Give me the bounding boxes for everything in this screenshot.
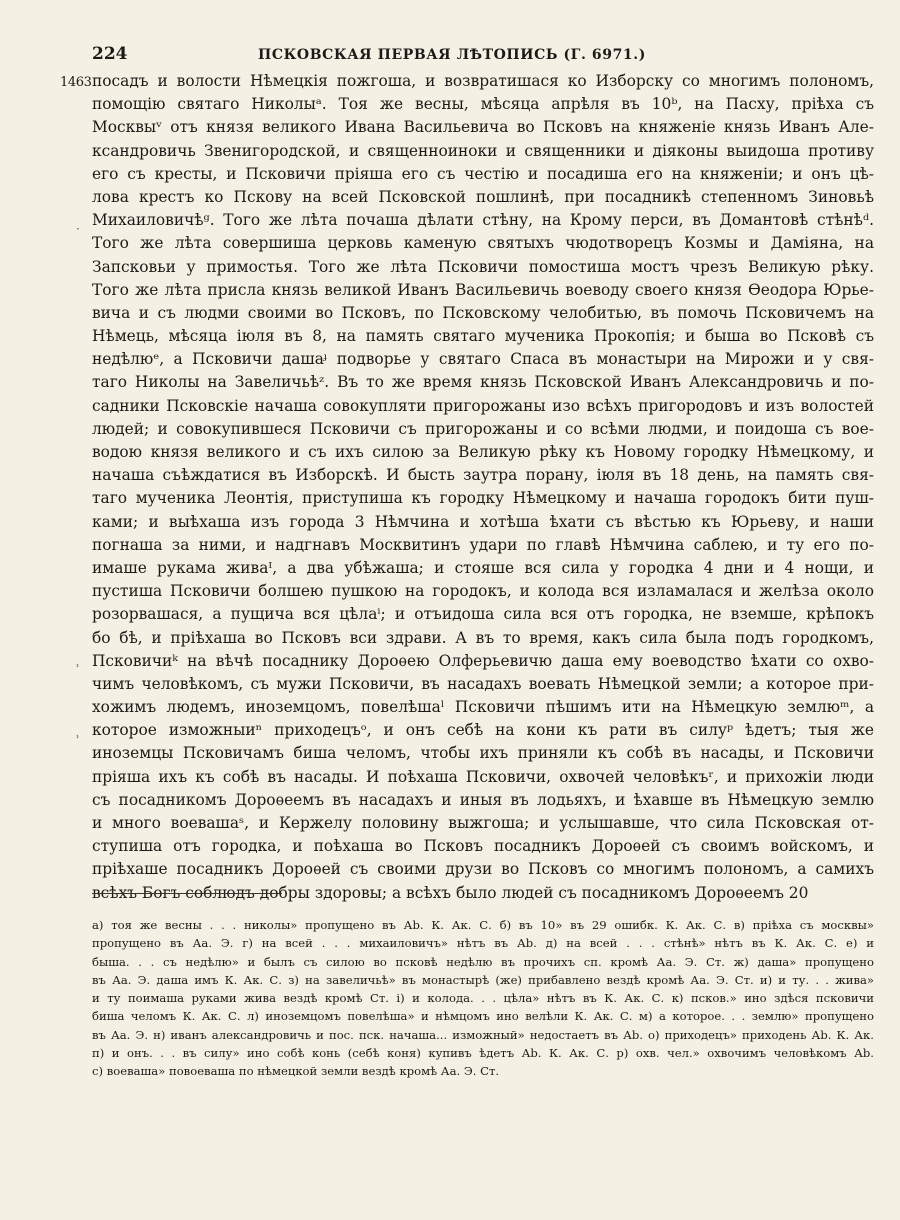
text-line: ксандровичь Звенигородской, и священноиноки и священники и діяконы выидоша противу: [92, 141, 874, 160]
page-number: 224: [92, 44, 128, 64]
text-line: людей; и совокупившеся Псковичи съ пригорожаны и со всѣми людми, и поидоша съ вое-: [92, 419, 874, 438]
footnote-line: п) и онъ. . . въ силу» ино собѣ конь (себѣ коня) купивъ ѣдетъ Аb. К. Ак. С. р) охв. чел.» охвочимъ человѣкомъ Аb.: [92, 1046, 874, 1061]
text-line: погнаша за ними, и надгнавъ Москвитинъ удари по главѣ Нѣмчина саблею, и ту его по-: [92, 535, 874, 554]
footnote-line: а) тоя же весны . . . николы» пропущено въ Аb. К. Ак. С. б) въ 10» въ 29 ошибк. К. Ак. С. в) пріѣха съ москвы»: [92, 918, 874, 932]
text-line: пріѣхаше посадникъ Дороѳей съ своими друзи во Псковъ со многимъ полономъ, а самихъ: [92, 860, 874, 879]
text-line: помощію святаго Николыᵃ. Тоя же весны, мѣсяца апрѣля въ 10ᵇ, на Пасху, пріѣха съ: [92, 95, 874, 114]
text-line: Псковичиᵏ на вѣчѣ посаднику Дороѳею Олферьевичю даша ему воеводство ѣхати со охво-: [92, 651, 874, 670]
text-line: садники Псковскіе начаша совокупляти пригорожаны изо всѣхъ пригородовъ и изъ волостей: [92, 396, 874, 415]
text-line: вича и съ людми своими во Псковъ, по Псковскому челобитью, въ помочь Псковичемъ на: [92, 303, 874, 322]
text-line: пріяша ихъ къ собѣ въ насады. И поѣхаша Псковичи, охвочей человѣкъʳ, и прихожіи люди: [92, 767, 874, 786]
text-line: бо бѣ, и пріѣхаша во Псковъ вси здрави. А въ то время, какъ сила была подъ городкомъ,: [92, 628, 874, 647]
text-line: всѣхъ Богъ соблюдъ добры здоровы; а всѣхъ было людей съ посадникомъ Дороѳеемъ 20: [92, 883, 809, 902]
page-header: [92, 44, 812, 64]
text-line: пустиша Псковичи болшею пушкою на городокъ, и колода вся изламалася и желѣза около: [92, 582, 874, 601]
text-line: посадъ и волости Нѣмецкія пожгоша, и возвратишася ко Изборску со многимъ полономъ,: [92, 72, 874, 90]
footnote-line: быша. . . съ недѣлю» и былъ съ силою во псковѣ недѣлю въ прочихъ сп. кромѣ Аа. Э. Ст. ж) даша» пропущено: [92, 954, 874, 969]
text-line: начаша съѣждатися въ Изборскѣ. И бысть заутра порану, іюля въ 18 день, на память свя-: [92, 466, 874, 485]
footnote-line: и ту поимаша руками жива вездѣ кромѣ Ст. і) и колода. . . цѣла» нѣтъ въ К. Ак. С. к) псков.» ино здѣся псковичи: [92, 991, 874, 1006]
text-line: Нѣмець, мѣсяца іюля въ 8, на память святаго мученика Прокопія; и быша во Псковѣ съ: [92, 327, 874, 346]
text-line: имаше рукама живаᴵ, а два убѣжаша; и стояше вся сила у городка 4 дни и 4 нощи, и: [92, 558, 874, 577]
text-line: Того же лѣта совершиша церковь каменую святыхъ чюдотворецъ Козмы и Даміяна, на: [92, 234, 874, 253]
text-line: Того же лѣта присла князь великой Иванъ Васильевичь воеводу своего князя Ѳеодора Юрье-: [92, 280, 874, 299]
footnotes: [92, 916, 874, 1081]
footnote-line: пропущено въ Аа. Э. г) на всей . . . михаиловичъ» нѣтъ въ Аb. д) на всей . . . стѣнѣ» нѣтъ въ К. Ак. С. е) и: [92, 936, 874, 951]
text-line: ками; и выѣхаша изъ города 3 Нѣмчина и хотѣша ѣхати съ вѣстью къ Юрьеву, и наши: [92, 512, 874, 531]
text-line: съ посадникомъ Дороѳеемъ въ насадахъ и иныя въ лодьяхъ, и ѣхавше въ Нѣмецкую землю: [92, 790, 874, 809]
margin-mark: ʾ: [76, 662, 80, 676]
text-line: водою князя великого и съ ихъ силою за Великую рѣку къ Новому городку Нѣмецкому, и: [92, 443, 874, 461]
footnote-line: въ Аа. Э. н) иванъ александровичь и пос. пск. начаша... изможный» недостаетъ въ Аb. о) приходецъ» приходень Аb. К. Ак.: [92, 1027, 874, 1042]
running-title: ПСКОВСКАЯ ПЕРВАЯ ЛѢТОПИСЬ (Г. 6971.): [258, 47, 646, 63]
text-line: Запсковьи у примостья. Того же лѣта Псковичи помостиша мостъ чрезъ Великую рѣку.: [92, 257, 874, 276]
footnote-divider: [92, 893, 282, 894]
text-line: лова крестъ ко Пскову на всей Псковской пошлинѣ, при посадникѣ степенномъ Зиновьѣ: [92, 187, 874, 206]
text-line: таго мученика Леонтія, приступиша къ городку Нѣмецкому и начаша городокъ бити пуш-: [92, 489, 874, 508]
text-line: Москвыᵛ отъ князя великого Ивана Васильевича во Псковъ на княженіе князь Иванъ Але-: [92, 118, 874, 137]
text-line: недѣлюᵉ, а Псковичи дашаᶡ подворье у святаго Спаса въ монастыри на Мирожи и у свя-: [92, 350, 874, 369]
text-line: чимъ человѣкомъ, съ мужи Псковичи, въ насадахъ воевать Нѣмецкой земли; а которое при-: [92, 674, 874, 693]
text-line: и много воевашаˢ, и Кержелу половину выжгоша; и услышавше, что сила Псковская от-: [92, 814, 874, 832]
text-line: иноземцы Псковичамъ биша челомъ, чтобы ихъ приняли къ собѣ въ насады, и Псковичи: [92, 744, 874, 763]
margin-mark: ʾ: [76, 733, 80, 747]
text-line: хожимъ людемъ, иноземцомъ, повелѣшаˡ Псковичи пѣшимъ ити на Нѣмецкую землюᵐ, а: [92, 698, 874, 717]
footnote-line: с) воеваша» повоеваша по нѣмецкой земли вездѣ кромѣ Аа. Э. Ст.: [92, 1064, 500, 1079]
text-line: которое изможныиⁿ приходецъᵒ, и онъ себѣ на кони къ рати въ силуᵖ ѣдетъ; тыя же: [92, 721, 874, 740]
text-line: ступиша отъ городка, и поѣхаша во Псковъ посадникъ Дороѳей съ своимъ войскомъ, и: [92, 837, 874, 856]
footnote-line: въ Аа. Э. даша имъ К. Ак. С. з) на завеличьѣ» въ монастырѣ (же) прибавлено вездѣ кромѣ Аа. Э. Ст. и) и ту. . . жива»: [92, 972, 874, 987]
text-line: таго Николы на Завеличьѣᶻ. Въ то же время князь Псковской Иванъ Александровичь и по-: [92, 373, 874, 392]
text-line: розорвашася, а пущича вся цѣлаⁱ; и отъидоша сила вся отъ городка, не вземше, крѣпокъ: [92, 605, 874, 624]
margin-mark: ·: [76, 222, 80, 236]
text-line: Михаиловичѣᵍ. Того же лѣта почаша дѣлати стѣну, на Крому перси, въ Домантовѣ стѣнѣᵈ.: [92, 211, 874, 230]
footnote-line: биша челомъ К. Ак. С. л) иноземцомъ повелѣша» и нѣмцомъ ино велѣли К. Ак. С. м) а которое. . . землю» пропущено: [92, 1009, 874, 1024]
chronicle-text: [92, 70, 874, 905]
text-line: его съ кресты, и Псковичи пріяша его съ честію и посадиша его на княженіи; и онъ цѣ-: [92, 164, 874, 183]
margin-year: 1463: [60, 75, 92, 90]
